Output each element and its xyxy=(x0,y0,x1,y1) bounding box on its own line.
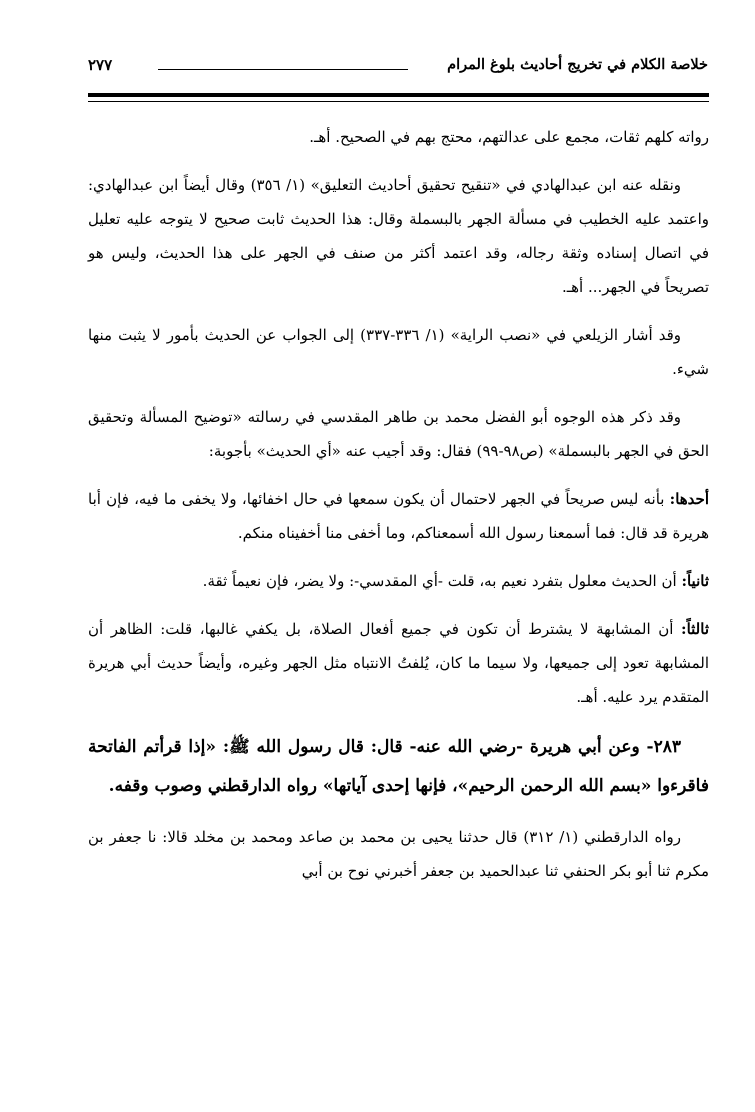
header-divider-thin xyxy=(88,101,709,102)
header-rule xyxy=(158,69,408,70)
paragraph-answer-1 xyxy=(88,482,709,550)
header-divider-thick xyxy=(88,93,709,97)
paragraph-text: ونقله عنه ابن عبدالهادي في «تنقيح تحقيق أحاديث التعليق» (١/ ٣٥٦) وقال أيضاً ابن عبدالهادي: واعتمد عليه الخطيب في مسألة الجهر بالبسملة وقال: هذا الحديث ثابت صحيح لا يتوجه عليه تعليل في اتصال إسناده وثقة رجاله، وقد اعتمد أكثر من صنف في الجهر على هذا الحديث، وليس هو تصريحاً في الجهر... أهـ. xyxy=(88,176,709,296)
paragraph-answer-2 xyxy=(88,564,709,598)
paragraph-ibn-abdulhadi xyxy=(88,168,709,304)
paragraph-text: أن الحديث معلول بتفرد نعيم به، قلت -أي المقدسي-: ولا يضر، فإن نعيماً ثقة. xyxy=(202,572,682,590)
hadith-283 xyxy=(88,728,709,806)
page-body xyxy=(88,120,709,902)
paragraph-maqdisi xyxy=(88,400,709,468)
answer-lead: أحدها: xyxy=(669,490,709,508)
paragraph-text: وقد ذكر هذه الوجوه أبو الفضل محمد بن طاهر المقدسي في رسالته «توضيح المسألة وتحقيق الحق في الجهر بالبسملة» (ص٩٨-٩٩) فقال: وقد أجيب عنه «أي الحديث» بأجوبة: xyxy=(88,408,709,460)
hadith-text: ٢٨٣- وعن أبي هريرة -رضي الله عنه- قال: قال رسول الله ﷺ: «إذا قرأتم الفاتحة فاقرءوا «بسم الله الرحمن الرحيم»، فإنها إحدى آياتها» رواه الدارقطني وصوب وقفه. xyxy=(88,737,709,796)
paragraph-text: وقد أشار الزيلعي في «نصب الراية» (١/ ٣٣٦-٣٣٧) إلى الجواب عن الحديث بأمور لا يثبت منها شيء. xyxy=(88,326,709,378)
paragraph-text: بأنه ليس صريحاً في الجهر لاحتمال أن يكون سمعها في حال اخفائها، ولا يخفى ما فيه، فإن أبا هريرة قد قال: فما أسمعنا رسول الله أسمعناكم، وما أخفى منا أخفيناه منكم. xyxy=(88,490,709,542)
paragraph-zaylai xyxy=(88,318,709,386)
paragraph-answer-3 xyxy=(88,612,709,714)
running-title: خلاصة الكلام في تخريج أحاديث بلوغ المرام xyxy=(447,56,708,73)
paragraph-text: رواته كلهم ثقات، مجمع على عدالتهم، محتج بهم في الصحيح. أهـ. xyxy=(309,128,709,146)
page-header xyxy=(88,48,708,82)
answer-lead: ثالثاً: xyxy=(681,620,709,638)
paragraph-text: أن المشابهة لا يشترط أن تكون في جميع أفعال الصلاة، بل يكفي غالبها، قلت: الظاهر أن المشابهة تعود إلى جميعها، ولا سيما ما كان، يُلفتُ الانتباه مثل الجهر وغيره، وأيضاً حديث أبي هريرة المتقدم يرد عليه. أهـ. xyxy=(88,620,709,706)
paragraph-text: رواه الدارقطني (١/ ٣١٢) قال حدثنا يحيى بن محمد بن صاعد ومحمد بن مخلد قالا: نا جعفر بن مكرم ثنا أبو بكر الحنفي ثنا عبدالحميد بن جعفر أخبرني نوح بن أبي xyxy=(88,828,709,880)
paragraph-narrators xyxy=(88,120,709,154)
page-number: ٢٧٧ xyxy=(88,56,113,74)
answer-lead: ثانياً: xyxy=(681,572,709,590)
paragraph-daraqutni xyxy=(88,820,709,888)
